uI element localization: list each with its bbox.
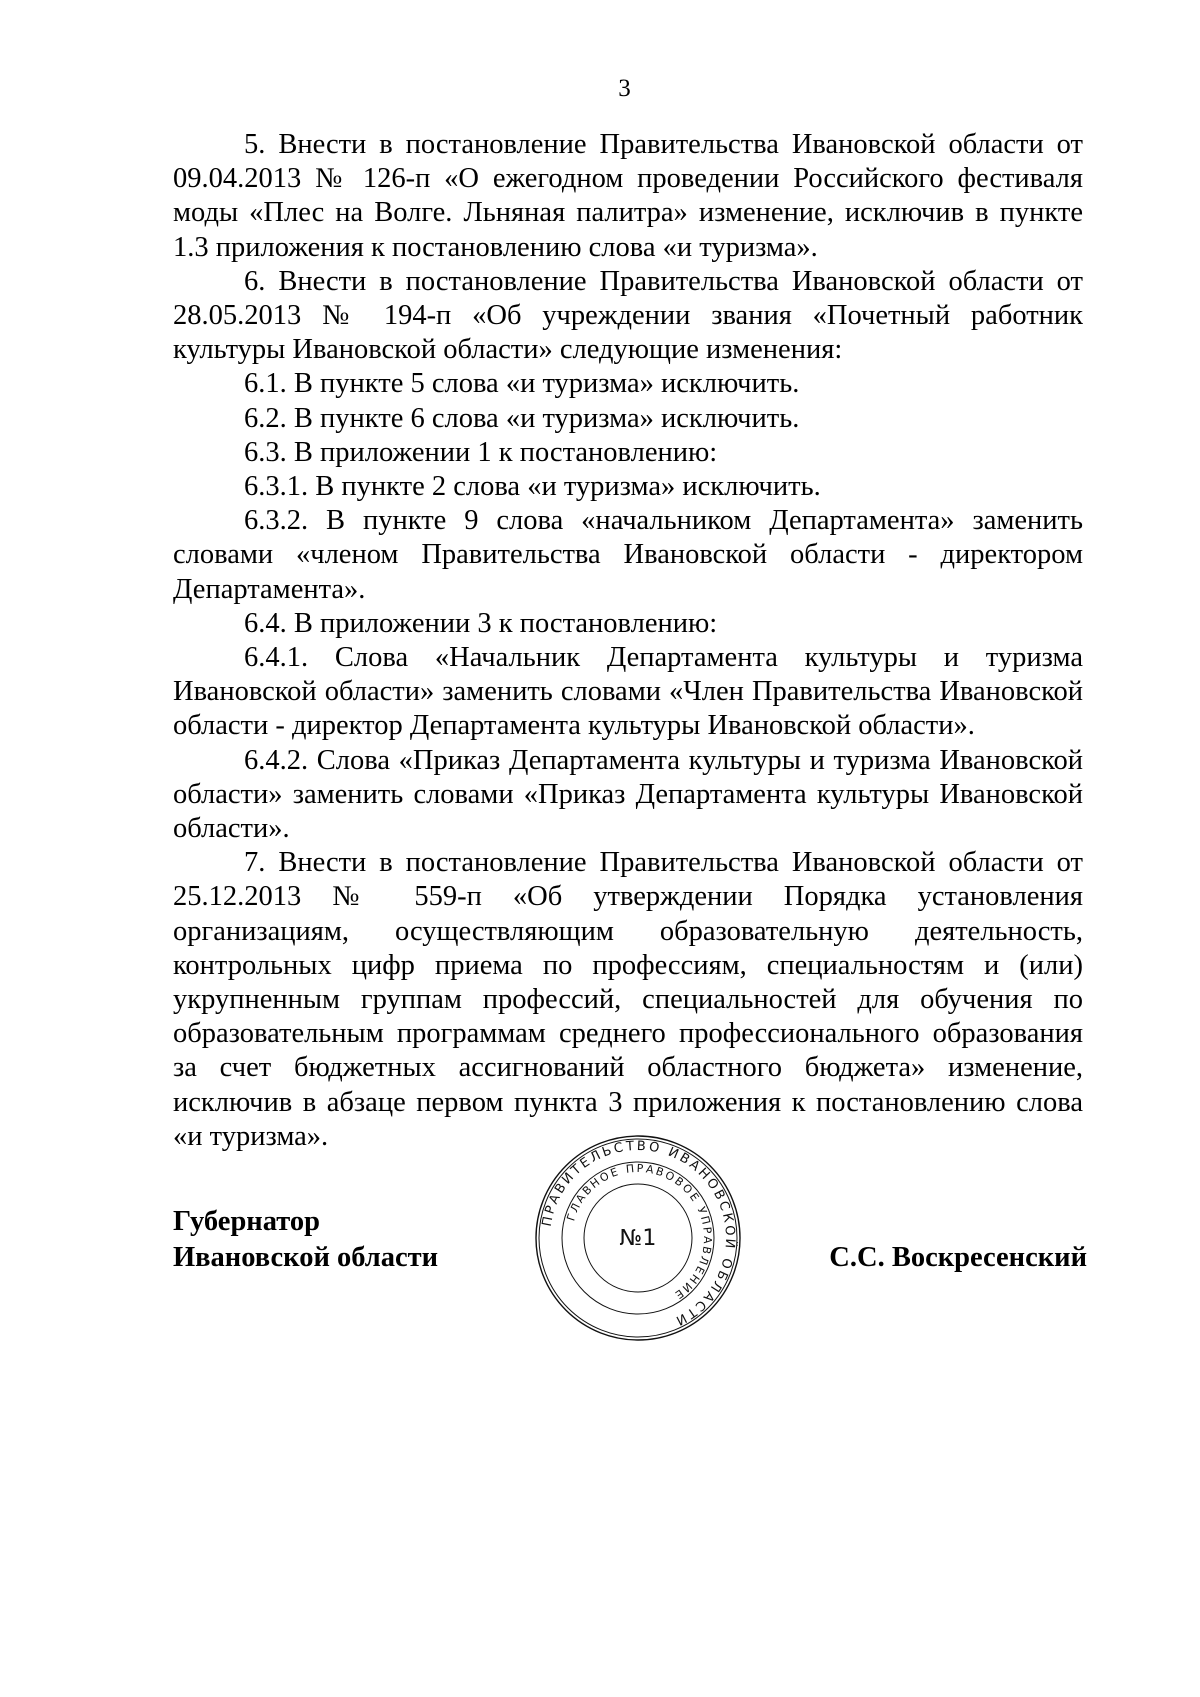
signatory-title-line1: Губернатор	[173, 1206, 320, 1237]
paragraph-6-3-2: 6.3.2. В пункте 9 слова «начальником Департамента» заменить словами «членом Правительства Ивановской области - директором Департамента».	[173, 505, 1083, 605]
svg-text:ГЛАВНОЕ ПРАВОВОЕ УПРАВЛЕНИЕ: ГЛАВНОЕ ПРАВОВОЕ УПРАВЛЕНИЕ	[564, 1161, 715, 1303]
paragraph-6-4-1: 6.4.1. Слова «Начальник Департамента культуры и туризма Ивановской области» заменить словами «Член Правительства Ивановской области - директор Департамента культуры Ивановской области».	[173, 642, 1083, 742]
paragraph-6-1: 6.1. В пункте 5 слова «и туризма» исключить.	[244, 368, 800, 400]
signatory-name: С.С. Воскресенский	[829, 1242, 1087, 1273]
paragraph-6-4-2: 6.4.2. Слова «Приказ Департамента культуры и туризма Ивановской области» заменить словами «Приказ Департамента культуры Ивановской области».	[173, 744, 1083, 845]
paragraph-6-3-1: 6.3.1. В пункте 2 слова «и туризма» исключить.	[244, 471, 821, 503]
official-stamp	[533, 1133, 743, 1343]
stamp-number: №1	[619, 1226, 657, 1251]
paragraph-7: 7. Внести в постановление Правительства Ивановской области от 25.12.2013 № 559-п «Об утверждении Порядка установления организациям, осуществляющим образовательную деятельность, контрольных цифр приема по профессиям, специальностям и (или) укрупненным группам профессий, специальностей для обучения по образовательным программам среднего профессионального образования за счет бюджетных ассигнований областного бюджета» изменение, исключив в абзаце первом пункта 3 приложения к постановлению слова «и туризма».	[173, 847, 1083, 1152]
signatory-title	[173, 1204, 438, 1276]
paragraph-6-4: 6.4. В приложении 3 к постановлению:	[244, 607, 718, 639]
page-number: 3	[618, 75, 631, 102]
paragraph-6-3: 6.3. В приложении 1 к постановлению:	[244, 436, 718, 468]
paragraph-6-2: 6.2. В пункте 6 слова «и туризма» исключить.	[244, 402, 800, 434]
paragraph-5: 5. Внести в постановление Правительства Ивановской области от 09.04.2013 № 126-п «О ежегодном проведении Российского фестиваля моды «Плес на Волге. Льняная палитра» изменение, исключив в пункте 1.3 приложения к постановлению слова «и туризма».	[173, 129, 1083, 263]
paragraph-6: 6. Внести в постановление Правительства Ивановской области от 28.05.2013 № 194-п «Об учреждении звания «Почетный работник культуры Ивановской области» следующие изменения:	[173, 265, 1083, 366]
svg-text:ПРАВИТЕЛЬСТВО ИВАНОВСКОЙ ОБЛАС: ПРАВИТЕЛЬСТВО ИВАНОВСКОЙ ОБЛАСТИ	[539, 1138, 738, 1329]
signatory-title-line2: Ивановской области	[173, 1242, 439, 1273]
